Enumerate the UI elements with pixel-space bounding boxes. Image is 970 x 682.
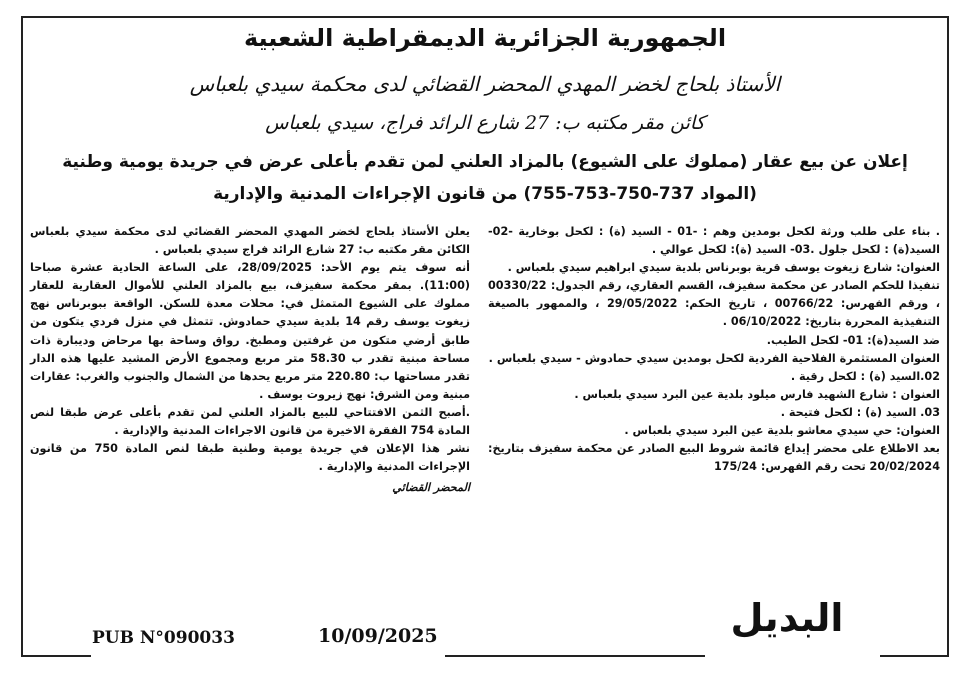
paragraph: 03. السيد (ة) : لكحل فتيحة . bbox=[780, 405, 940, 419]
paragraph: تنفيذا للحكم الصادر عن محكمة سفيزف، القسم العقاري، رقم الجدول: 00330/22 ، ورقم الفهرس: 00766/22 ، تاريخ الحكم: 29/05/2022 ، والممهور بالصيغة التنفيذية المحررة بتاريخ: 06/10/2022 . bbox=[488, 279, 940, 329]
right-column bbox=[488, 223, 940, 476]
paragraph: نشر هذا الإعلان في جريدة يومية وطنية طبقا لنص المادة 750 من قانون الإجراءات المدنية والإدارية . bbox=[30, 442, 471, 474]
paragraph: العنوان : شارع الشهيد فارس ميلود بلدية عين البرد سيدي بلعباس . bbox=[574, 387, 940, 401]
notice-articles: (المواد 737-750-753-755) من قانون الإجراءات المدنية والإدارية bbox=[213, 184, 757, 204]
frame-bottom-left bbox=[21, 655, 91, 657]
paragraph: . بناء على طلب ورثة لكحل بومدين وهم : -01 - السيد (ة) : لكحل بوخارية -02- السيد(ة) : لكحل جلول .03- السيد (ة): لكحل عوالي . bbox=[488, 225, 940, 257]
paragraph: ضد السيد(ة): 01- لكحل الطيب. bbox=[766, 333, 940, 347]
paragraph: أنه سوف يتم يوم الأحد: 28/09/2025، على الساعة الحادية عشرة صباحا (11:00). بمقر محكمة سفيزف، بيع بالمزاد العلني للأموال العقارية للعقار مملوك على الشيوع المتمثل في: محلات معدة للسكن. الواقعة ببوبرناس نهج زيغوت يوسف رقم 14 بلدية سيدي حمادوش. تتمثل في منزل فردي يتكون من طابق أرضي متكون من غرفتين ومطبخ. رواق وساحة بها مرحاض وديبارة ذات مساحة مبنية تقدر ب 58.30 متر مربع ومجموع الأرض المشيد عليها هذه الدار تقدر مساحتها ب: 220.80 متر مربع يحدها من الشمال والجنوب والغرب: عقارات مبنية ومن الشرق: نهج زيروت يوسف . bbox=[30, 261, 470, 401]
paragraph: العنوان المستثمرة الفلاحية الفردية لكحل بومدين سيدي حمادوش - سيدي بلعباس . bbox=[488, 351, 940, 365]
paragraph: العنوان: شارع زيغوت يوسف قرية بوبرناس بلدية سيدي ابراهيم سيدي بلعباس . bbox=[507, 261, 940, 275]
paragraph: .أصبح الثمن الافتتاحي للبيع بالمزاد العلني لمن تقدم بأعلى عرض طبقا لنص المادة 754 الفقرة الاخيرة من قانون الاجراءات المدنية والإدارية . bbox=[30, 405, 470, 438]
paragraph: بعد الاطلاع على محضر إيداع قائمة شروط البيع الصادر عن محكمة سفيزف بتاريخ: 20/02/2024 تحت رقم الفهرس: 175/24 bbox=[488, 442, 940, 474]
signature: المحضر القضائي bbox=[392, 480, 470, 495]
left-column bbox=[30, 223, 470, 496]
publication-date: 10/09/2025 bbox=[318, 625, 438, 647]
paragraph: 02.السيد (ة) : لكحل رقية . bbox=[790, 369, 940, 383]
bailiff-name: الأستاذ بلحاج لخضر المهدي المحضر القضائي لدى محكمة سيدي بلعباس bbox=[189, 72, 781, 96]
notice-title: إعلان عن بيع عقار (مملوك على الشيوع) بالمزاد العلني لمن تقدم بأعلى عرض في جريدة يومية وطنية bbox=[62, 152, 908, 172]
frame-bottom-middle bbox=[445, 655, 705, 657]
paragraph: يعلن الأستاذ بلحاج لخضر المهدي المحضر القضائي لدى محكمة سيدي بلعباس الكائن مقر مكتبه ب: 27 شارع الرائد فراج سيدي بلعباس . bbox=[30, 225, 470, 257]
frame-bottom-right bbox=[880, 655, 949, 657]
paragraph: العنوان: حي سيدي معاشو بلدية عين البرد سيدي بلعباس . bbox=[624, 424, 940, 438]
publication-number: PUB N°090033 bbox=[92, 628, 235, 648]
republic-title: الجمهورية الجزائرية الديمقراطية الشعبية bbox=[243, 24, 727, 52]
newspaper-logo: البديل bbox=[730, 596, 844, 640]
office-address: كائن مقر مكتبه ب: 27 شارع الرائد فراج، سيدي بلعباس bbox=[265, 112, 705, 134]
